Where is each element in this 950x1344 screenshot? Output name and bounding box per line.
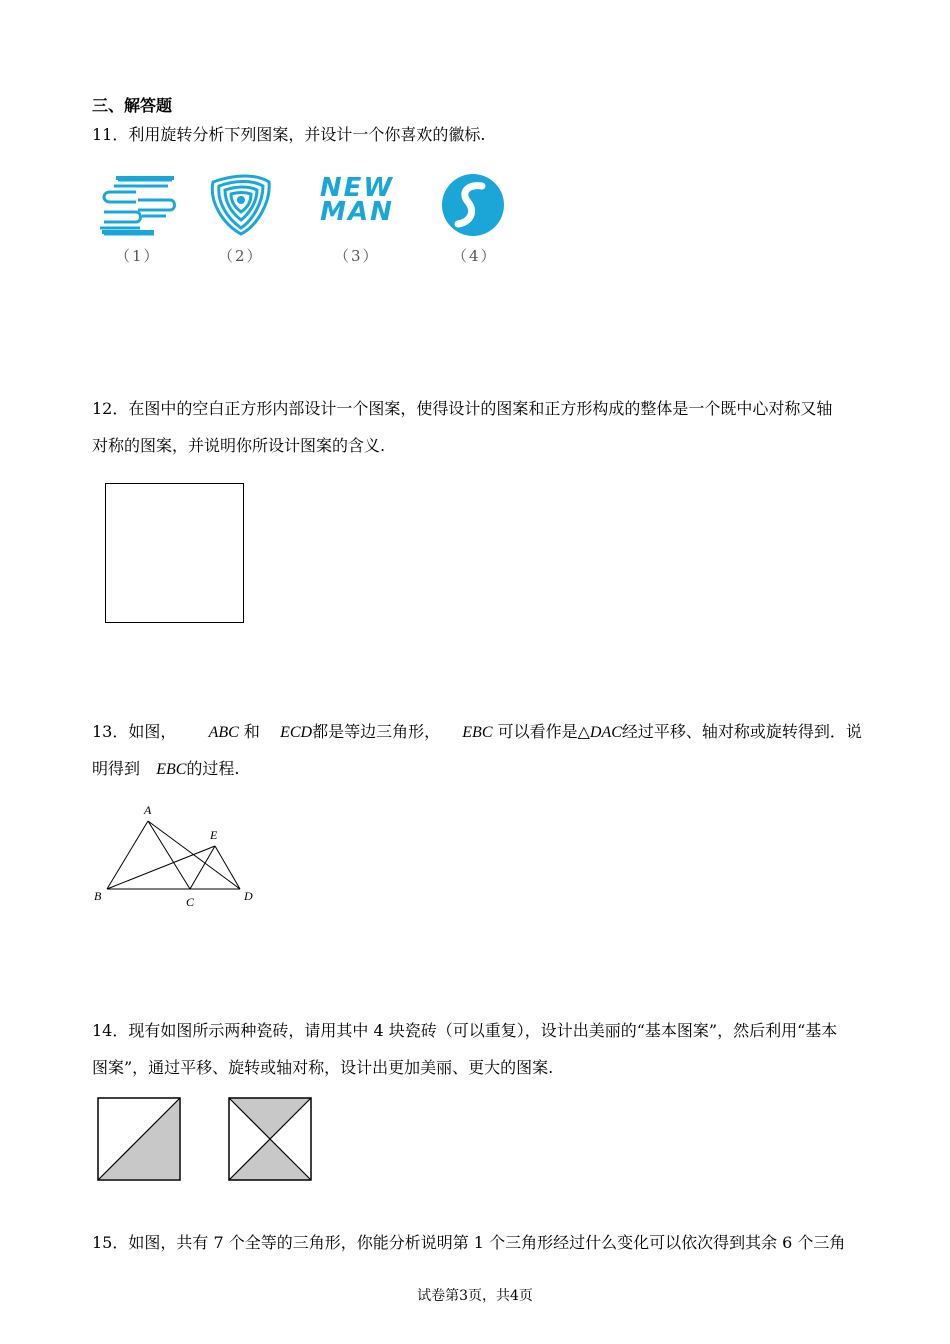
page-footer: 试卷第3页，共4页 bbox=[417, 1288, 533, 1304]
label-c: C bbox=[186, 895, 195, 909]
q13-part-2: 都是等边三角形， bbox=[312, 722, 441, 741]
question-13-line-1 bbox=[92, 721, 862, 744]
logo-3-newman bbox=[302, 173, 412, 227]
tile-cross-top-triangle bbox=[229, 1098, 311, 1139]
label-d: D bbox=[244, 889, 253, 903]
logo-2-spiral-icon bbox=[205, 172, 275, 238]
q13-line2-c: 的过程. bbox=[186, 759, 240, 778]
q13-ecd: ECD bbox=[280, 724, 313, 741]
caption-2: （2） bbox=[218, 247, 264, 265]
tile-cross bbox=[227, 1096, 313, 1182]
q13-part-4: 经过平移、轴对称或旋转得到．说 bbox=[621, 722, 862, 741]
label-a: A bbox=[144, 803, 152, 817]
q13-dac: △DAC bbox=[577, 724, 622, 741]
tile-cross-bottom-triangle bbox=[229, 1139, 311, 1180]
label-e: E bbox=[210, 828, 218, 842]
question-11-text: 11．利用旋转分析下列图案，并设计一个你喜欢的徽标. bbox=[92, 125, 486, 144]
question-15-line-1: 15．如图，共有 7 个全等的三角形，你能分析说明第 1 个三角形经过什么变化可以依次得到其余 6 个三角 bbox=[92, 1233, 846, 1252]
blank-square bbox=[105, 483, 244, 623]
caption-1: （1） bbox=[115, 247, 161, 265]
label-b: B bbox=[94, 889, 102, 903]
q13-line2-a: 明得到 bbox=[92, 759, 141, 778]
q13-ebc: EBC bbox=[462, 724, 493, 741]
question-12-line-1: 12．在图中的空白正方形内部设计一个图案，使得设计的图案和正方形构成的整体是一个既中心对称又轴 bbox=[92, 399, 833, 418]
segment-ad bbox=[148, 821, 240, 889]
q13-line2-ebc: EBC bbox=[156, 761, 187, 778]
section-heading: 三、解答题 bbox=[92, 96, 173, 115]
caption-3: （3） bbox=[334, 247, 380, 265]
q13-part-3: 可以看作是 bbox=[497, 722, 578, 741]
q13-and: 和 bbox=[243, 722, 260, 741]
caption-4: （4） bbox=[452, 247, 498, 265]
logo-1-ribbon-icon bbox=[96, 172, 178, 238]
question-14-line-2: 图案”，通过平移、旋转或轴对称，设计出更加美丽、更大的图案. bbox=[92, 1058, 554, 1077]
question-13-line-2 bbox=[92, 758, 240, 781]
question-12-line-2: 对称的图案，并说明你所设计图案的含义. bbox=[92, 436, 386, 455]
q13-part-1: 13．如图， bbox=[92, 722, 177, 741]
triangle-figure bbox=[90, 800, 260, 912]
logo-4-s-circle-icon bbox=[440, 172, 506, 238]
logo-3-line-2: MAN bbox=[320, 197, 394, 227]
q13-abc: ABC bbox=[208, 724, 239, 741]
segment-ac bbox=[148, 821, 190, 889]
segment-ed bbox=[215, 846, 240, 889]
segment-ab bbox=[107, 821, 148, 889]
logo-3-line-1: NEW bbox=[319, 173, 395, 203]
tile-diagonal bbox=[96, 1096, 182, 1182]
question-14-line-1: 14．现有如图所示两种瓷砖，请用其中 4 块瓷砖（可以重复），设计出美丽的“基本图案”，然后利用“基本 bbox=[92, 1021, 838, 1040]
segment-be bbox=[107, 846, 215, 889]
